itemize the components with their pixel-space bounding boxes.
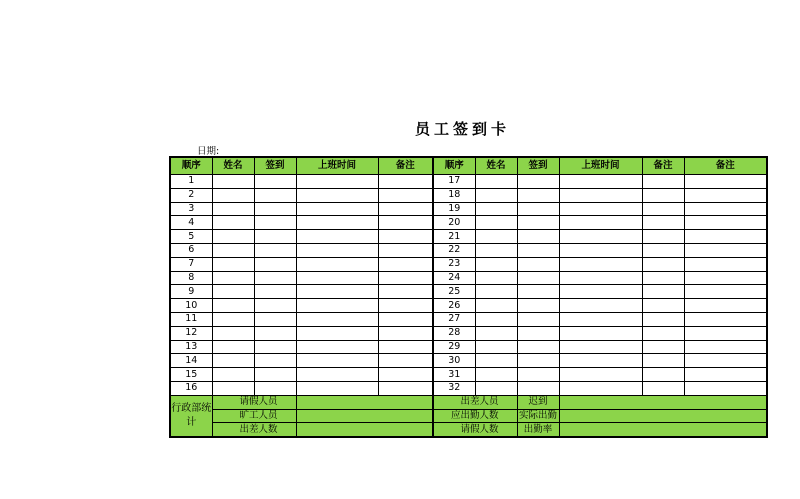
row-number: 2 [170,188,212,202]
row-number: 24 [433,271,475,285]
entry-cell[interactable] [475,202,517,216]
entry-cell[interactable] [254,299,296,313]
header-cell: 备注 [642,157,684,175]
entry-cell[interactable] [212,188,254,202]
entry-cell[interactable] [254,381,296,395]
summary-value[interactable] [296,409,433,423]
entry-cell[interactable] [254,230,296,244]
entry-cell[interactable] [254,243,296,257]
entry-cell[interactable] [642,188,684,202]
row-number: 20 [433,216,475,230]
attendance-table [169,156,768,438]
entry-cell[interactable] [296,354,378,368]
header-row [170,157,767,175]
entry-cell[interactable] [212,326,254,340]
row-number: 18 [433,188,475,202]
header-cell: 上班时间 [296,157,378,175]
entry-cell[interactable] [559,188,642,202]
summary-item-label: 实际出勤 [518,409,557,421]
entry-cell[interactable] [212,381,254,395]
entry-cell[interactable] [642,243,684,257]
entry-cell[interactable] [684,230,767,244]
entry-cell[interactable] [378,175,433,189]
row-number: 5 [170,230,212,244]
entry-cell[interactable] [684,202,767,216]
entry-cell[interactable] [254,202,296,216]
entry-cell[interactable] [517,230,559,244]
entry-cell[interactable] [475,175,517,189]
entry-cell[interactable] [517,216,559,230]
entry-cell[interactable] [642,285,684,299]
row-number: 19 [433,202,475,216]
summary-row [170,395,767,409]
row-number: 1 [170,175,212,189]
row-number: 11 [170,312,212,326]
entry-cell[interactable] [254,368,296,382]
entry-cell[interactable] [212,230,254,244]
entry-cell[interactable] [517,312,559,326]
entry-cell[interactable] [212,271,254,285]
entry-cell[interactable] [296,368,378,382]
entry-cell[interactable] [475,326,517,340]
entry-cell[interactable] [559,381,642,395]
header-cell: 姓名 [475,157,517,175]
row-number: 31 [433,368,475,382]
entry-cell[interactable] [517,381,559,395]
summary-row [170,423,767,437]
entry-cell[interactable] [684,271,767,285]
entry-cell[interactable] [254,326,296,340]
row-number: 27 [433,312,475,326]
date-label: 日期: [197,146,220,157]
entry-cell[interactable] [642,175,684,189]
summary-item-label: 请假人员 [212,395,296,409]
row-number: 8 [170,271,212,285]
entry-cell[interactable] [296,312,378,326]
entry-cell[interactable] [212,354,254,368]
entry-cell[interactable] [378,299,433,313]
entry-cell[interactable] [254,271,296,285]
entry-cell[interactable] [475,216,517,230]
entry-cell[interactable] [296,326,378,340]
entry-cell[interactable] [684,326,767,340]
entry-cell[interactable] [296,230,378,244]
entry-cell[interactable] [378,340,433,354]
entry-cell[interactable] [475,340,517,354]
entry-cell[interactable] [254,340,296,354]
table-row [170,271,767,285]
header-cell: 签到 [254,157,296,175]
summary-row [170,409,767,423]
page-title: 员工签到卡 [414,120,510,138]
entry-cell[interactable] [517,285,559,299]
entry-cell[interactable] [642,340,684,354]
entry-cell[interactable] [378,368,433,382]
summary-item-label: 应出勤人数 [433,409,517,423]
entry-cell[interactable] [559,285,642,299]
entry-cell[interactable] [517,368,559,382]
entry-cell[interactable] [517,271,559,285]
table-row [170,202,767,216]
row-number: 7 [170,257,212,271]
entry-cell[interactable] [254,312,296,326]
header-cell: 备注 [684,157,767,175]
entry-cell[interactable] [517,299,559,313]
entry-cell[interactable] [212,285,254,299]
summary-value[interactable] [559,423,767,437]
row-number: 10 [170,299,212,313]
table-row [170,188,767,202]
entry-cell[interactable] [517,257,559,271]
entry-cell[interactable] [475,243,517,257]
entry-cell[interactable] [559,216,642,230]
row-number: 26 [433,299,475,313]
entry-cell[interactable] [212,368,254,382]
entry-cell[interactable] [296,299,378,313]
entry-cell[interactable] [254,188,296,202]
entry-cell[interactable] [212,175,254,189]
entry-cell[interactable] [642,368,684,382]
entry-cell[interactable] [378,285,433,299]
row-number: 6 [170,243,212,257]
entry-cell[interactable] [212,216,254,230]
entry-cell[interactable] [684,381,767,395]
summary-label: 行政部统计 [170,395,212,437]
entry-cell[interactable] [378,354,433,368]
entry-cell[interactable] [475,381,517,395]
table-row [170,312,767,326]
summary-value[interactable] [296,395,433,409]
header-cell: 签到 [517,157,559,175]
table-row [170,354,767,368]
entry-cell[interactable] [517,243,559,257]
entry-cell[interactable] [642,326,684,340]
entry-cell[interactable] [212,340,254,354]
entry-cell[interactable] [559,243,642,257]
entry-cell[interactable] [559,354,642,368]
entry-cell[interactable] [642,312,684,326]
entry-cell[interactable] [684,299,767,313]
summary-item-label: 迟到 [517,395,559,409]
table-row [170,381,767,395]
entry-cell[interactable] [559,175,642,189]
entry-cell[interactable] [475,230,517,244]
entry-cell[interactable] [684,243,767,257]
entry-cell[interactable] [684,312,767,326]
row-number: 9 [170,285,212,299]
row-number: 14 [170,354,212,368]
entry-cell[interactable] [475,368,517,382]
entry-cell[interactable] [559,340,642,354]
entry-cell[interactable] [642,202,684,216]
row-number: 29 [433,340,475,354]
row-number: 21 [433,230,475,244]
row-number: 12 [170,326,212,340]
table-row [170,285,767,299]
entry-cell[interactable] [559,202,642,216]
table-row [170,257,767,271]
row-number: 25 [433,285,475,299]
entry-cell[interactable] [684,188,767,202]
entry-cell[interactable] [212,299,254,313]
table-row [170,340,767,354]
entry-cell[interactable] [254,216,296,230]
entry-cell[interactable] [559,326,642,340]
summary-item-label: 请假人数 [433,423,517,437]
entry-cell[interactable] [684,175,767,189]
entry-cell[interactable] [378,257,433,271]
table-row [170,368,767,382]
entry-cell[interactable] [517,354,559,368]
header-cell: 顺序 [433,157,475,175]
entry-cell[interactable] [517,188,559,202]
table-row [170,243,767,257]
entry-cell[interactable] [559,299,642,313]
entry-cell[interactable] [559,271,642,285]
entry-cell[interactable] [475,188,517,202]
entry-cell[interactable] [684,354,767,368]
entry-cell[interactable] [475,257,517,271]
entry-cell[interactable] [559,230,642,244]
entry-cell[interactable] [378,188,433,202]
entry-cell[interactable] [212,257,254,271]
summary-item-label: 出差人员 [433,395,517,409]
entry-cell[interactable] [378,312,433,326]
entry-cell[interactable] [475,312,517,326]
entry-cell[interactable] [378,216,433,230]
header-cell: 顺序 [170,157,212,175]
entry-cell[interactable] [296,257,378,271]
row-number: 30 [433,354,475,368]
entry-cell[interactable] [378,381,433,395]
entry-cell[interactable] [684,340,767,354]
entry-cell[interactable] [296,188,378,202]
entry-cell[interactable] [296,175,378,189]
entry-cell[interactable] [684,368,767,382]
entry-cell[interactable] [378,271,433,285]
entry-cell[interactable] [378,230,433,244]
entry-cell[interactable] [517,202,559,216]
entry-cell[interactable] [559,312,642,326]
entry-cell[interactable] [296,216,378,230]
entry-cell[interactable] [378,243,433,257]
entry-cell[interactable] [642,354,684,368]
row-number: 28 [433,326,475,340]
entry-cell[interactable] [212,243,254,257]
entry-cell[interactable] [254,354,296,368]
row-number: 22 [433,243,475,257]
entry-cell[interactable] [296,243,378,257]
table-row [170,326,767,340]
entry-cell[interactable] [296,381,378,395]
entry-cell[interactable] [684,257,767,271]
entry-cell[interactable] [642,271,684,285]
entry-cell[interactable] [642,381,684,395]
entry-cell[interactable] [517,175,559,189]
entry-cell[interactable] [475,271,517,285]
entry-cell[interactable] [642,299,684,313]
summary-item-label: 出差人数 [212,423,296,437]
entry-cell[interactable] [475,354,517,368]
table-row [170,216,767,230]
entry-cell[interactable] [684,216,767,230]
row-number: 15 [170,368,212,382]
entry-cell[interactable] [296,340,378,354]
entry-cell[interactable] [254,285,296,299]
entry-cell[interactable] [212,312,254,326]
row-number: 3 [170,202,212,216]
entry-cell[interactable] [517,326,559,340]
entry-cell[interactable] [475,285,517,299]
header-cell: 上班时间 [559,157,642,175]
entry-cell[interactable] [254,175,296,189]
summary-item-label: 出勤率 [517,423,559,437]
entry-cell[interactable] [296,202,378,216]
row-number: 4 [170,216,212,230]
entry-cell[interactable] [378,326,433,340]
entry-cell[interactable] [296,271,378,285]
header-cell: 备注 [378,157,433,175]
header-cell: 姓名 [212,157,254,175]
summary-value[interactable] [559,409,767,423]
entry-cell[interactable] [254,257,296,271]
row-number: 16 [170,381,212,395]
entry-cell[interactable] [212,202,254,216]
entry-cell[interactable] [642,216,684,230]
summary-value[interactable] [296,423,433,437]
entry-cell[interactable] [296,285,378,299]
entry-cell[interactable] [378,202,433,216]
entry-cell[interactable] [475,299,517,313]
row-number: 32 [433,381,475,395]
row-number: 13 [170,340,212,354]
entry-cell[interactable] [684,285,767,299]
entry-cell[interactable] [559,257,642,271]
entry-cell[interactable] [642,257,684,271]
row-number: 17 [433,175,475,189]
summary-value[interactable] [559,395,767,409]
entry-cell[interactable] [642,230,684,244]
entry-cell[interactable] [517,340,559,354]
table-row [170,230,767,244]
row-number: 23 [433,257,475,271]
entry-cell[interactable] [559,368,642,382]
table-row [170,175,767,189]
table-row [170,299,767,313]
summary-item-label: 旷工人员 [212,409,296,423]
